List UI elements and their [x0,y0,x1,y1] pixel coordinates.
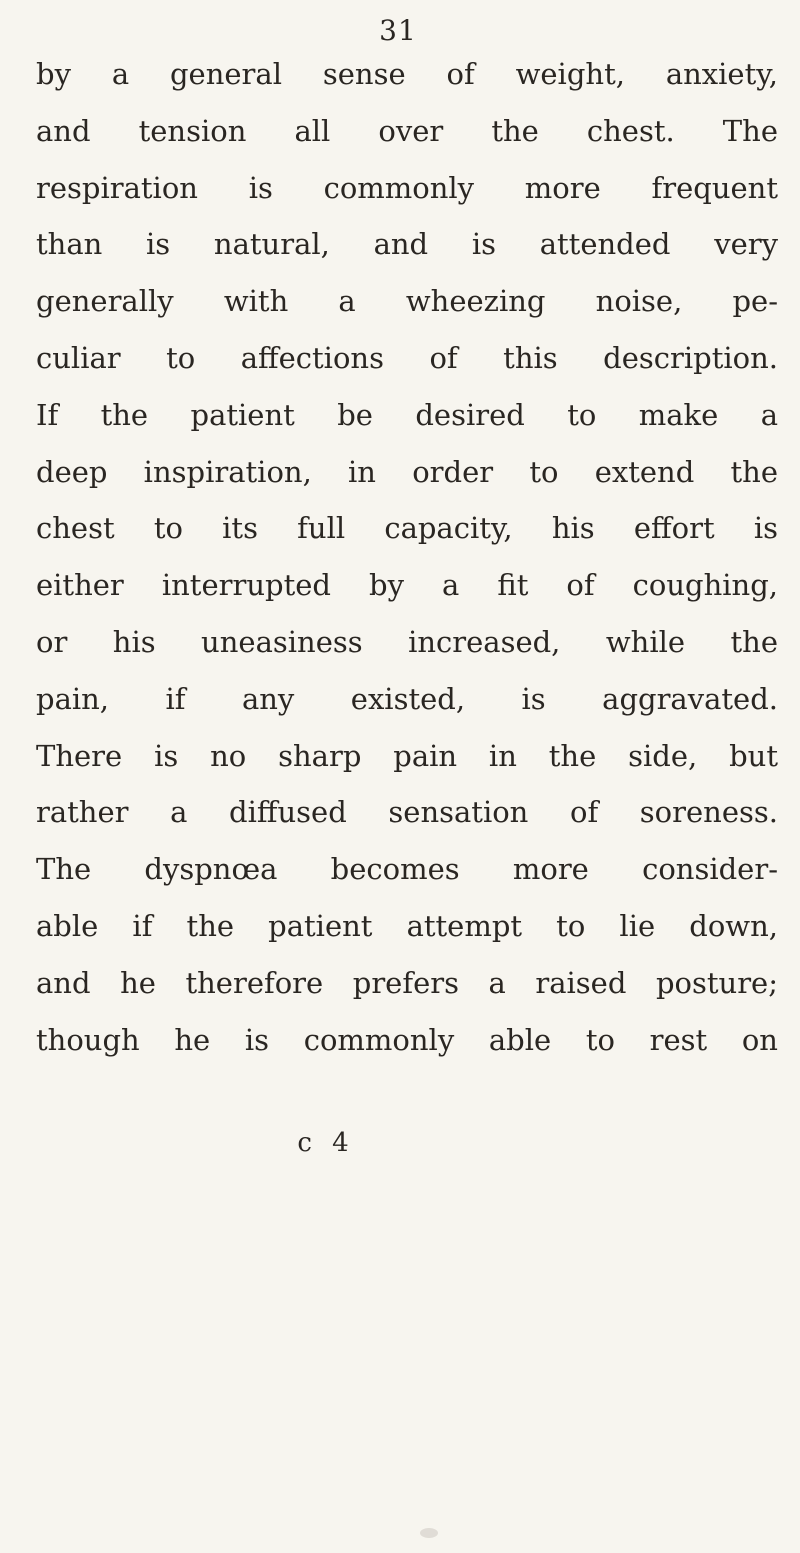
text-line: than is natural, and is attended very [36,227,778,262]
text-line: able if the patient attempt to lie down, [36,908,778,943]
signature-mark: c 4 [297,1128,355,1158]
text-line: deep inspiration, in order to extend the [36,454,778,489]
text-line: rather a diffused sensation of soreness. [36,795,778,830]
text-line: either interrupted by a fit of coughing, [36,568,778,603]
text-line: respiration is commonly more frequent [36,170,778,205]
text-line: or his uneasiness increased, while the [36,624,778,659]
text-line: generally with a wheezing noise, pe- [36,284,778,319]
text-line: by a general sense of weight, anxiety, [36,57,778,91]
body-text [36,46,778,1068]
text-line: The dyspnœa becomes more consider- [36,852,778,887]
text-line: If the patient be desired to make a [36,397,778,432]
text-line: and tension all over the chest. The [36,113,778,148]
text-line: culiar to affections of this description. [36,340,778,375]
text-line: though he is commonly able to rest on [36,1022,778,1057]
page-number: 31 [379,14,417,47]
text-line: pain, if any existed, is aggravated. [36,681,778,716]
text-line: There is no sharp pain in the side, but [36,738,778,773]
paper-smudge [420,1528,438,1538]
text-line: chest to its full capacity, his effort is [36,511,778,546]
text-line: and he therefore prefers a raised posture; [36,965,778,1000]
